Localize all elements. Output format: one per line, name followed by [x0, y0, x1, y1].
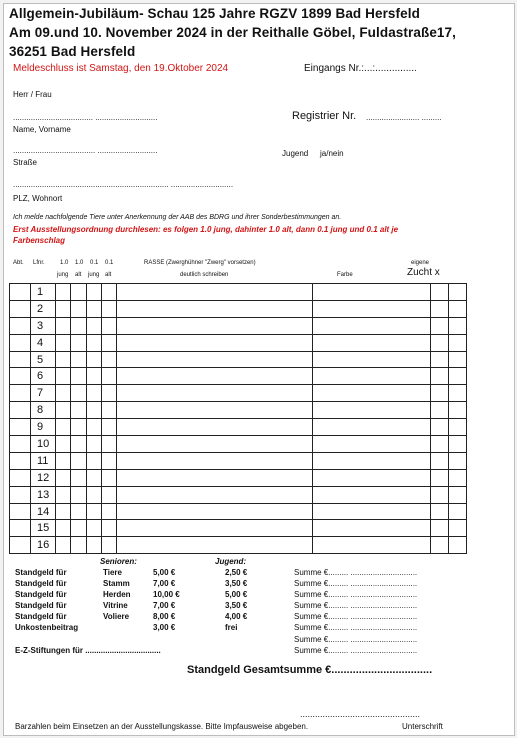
entry-cell[interactable] [10, 402, 31, 419]
warning-line-2: Farbenschlag [13, 236, 66, 245]
entry-cell[interactable] [102, 385, 117, 402]
entry-cell[interactable] [313, 537, 431, 554]
entry-cell[interactable] [313, 520, 431, 537]
col-header-breed: RASSE (Zwerghühner "Zwerg" vorsetzen) [144, 260, 256, 266]
entry-cell[interactable] [449, 284, 467, 301]
col-header-breeding: Zucht x [407, 267, 440, 278]
row-number-cell: 15 [31, 520, 56, 537]
table-row [10, 436, 467, 453]
entry-cell[interactable] [449, 452, 467, 469]
entry-cell[interactable] [56, 520, 71, 537]
entry-cell[interactable] [10, 503, 31, 520]
fee-sum-field[interactable]: Summe €......... .............................. [294, 568, 418, 577]
senior-fee: 7,00 € [153, 601, 176, 610]
entry-cell[interactable] [56, 317, 71, 334]
registration-number-field[interactable]: ........................ ......... [366, 113, 442, 122]
entry-cell[interactable] [117, 486, 313, 503]
entry-cell[interactable] [431, 486, 449, 503]
entry-cell[interactable] [56, 537, 71, 554]
entry-cell[interactable] [10, 317, 31, 334]
entry-cell[interactable] [449, 486, 467, 503]
entry-cell[interactable] [56, 368, 71, 385]
youth-fees-header: Jugend: [215, 557, 247, 566]
entry-cell[interactable] [71, 419, 87, 436]
entry-cell[interactable] [10, 368, 31, 385]
entry-cell[interactable] [102, 419, 117, 436]
entry-cell[interactable] [117, 334, 313, 351]
entry-cell[interactable] [117, 537, 313, 554]
table-row [10, 317, 467, 334]
entry-cell[interactable] [71, 334, 87, 351]
fee-row [15, 568, 455, 579]
col-header-lfnr: Lfnr. [33, 260, 45, 266]
col-subheader-alt-1: alt [75, 272, 82, 278]
name-label: Name, Vorname [13, 125, 71, 134]
entry-cell[interactable] [431, 385, 449, 402]
signature-line[interactable]: ................................................ [300, 709, 421, 719]
entry-cell[interactable] [449, 537, 467, 554]
row-number-cell: 4 [31, 334, 56, 351]
entry-cell[interactable] [449, 436, 467, 453]
entry-cell[interactable] [10, 486, 31, 503]
row-number-cell: 2 [31, 300, 56, 317]
fee-type: Stamm [103, 579, 130, 588]
youth-fee: 5,00 € [225, 590, 248, 599]
entry-cell[interactable] [449, 351, 467, 368]
ez-sum-field[interactable]: Summe €......... .............................. [294, 646, 418, 655]
entry-cell[interactable] [10, 537, 31, 554]
entry-cell[interactable] [87, 300, 102, 317]
entry-cell[interactable] [117, 469, 313, 486]
entry-cell[interactable] [431, 334, 449, 351]
declaration-text: Ich melde nachfolgende Tiere unter Anerkennung der AAB des BDRG und ihrer Sonderbestimmungen an. [13, 214, 342, 221]
entry-cell[interactable] [102, 351, 117, 368]
entry-cell[interactable] [71, 284, 87, 301]
youth-fee: 4,00 € [225, 612, 248, 621]
fee-type: Vitrine [103, 601, 128, 610]
entry-cell[interactable] [87, 419, 102, 436]
entry-cell[interactable] [87, 368, 102, 385]
youth-label: Jugend [282, 149, 309, 158]
entry-cell[interactable] [449, 402, 467, 419]
fee-label: Standgeld für [15, 601, 67, 610]
form-subtitle-city: 36251 Bad Hersfeld [9, 44, 136, 59]
entry-cell[interactable] [10, 334, 31, 351]
entry-cell[interactable] [87, 537, 102, 554]
entry-cell[interactable] [10, 419, 31, 436]
fee-row [15, 590, 455, 601]
row-number-cell: 6 [31, 368, 56, 385]
entry-cell[interactable] [431, 317, 449, 334]
youth-fee: 3,50 € [225, 601, 248, 610]
entry-cell[interactable] [431, 402, 449, 419]
row-number-cell: 11 [31, 452, 56, 469]
col-subheader-jung-2: jung [88, 272, 100, 278]
table-row [10, 300, 467, 317]
fee-row [15, 601, 455, 612]
entry-cell[interactable] [71, 486, 87, 503]
entry-cell[interactable] [313, 351, 431, 368]
entry-cell[interactable] [313, 385, 431, 402]
entry-cell[interactable] [102, 334, 117, 351]
entry-cell[interactable] [102, 284, 117, 301]
fee-sum-field[interactable]: Summe €......... .............................. [294, 601, 418, 610]
entry-cell[interactable] [313, 284, 431, 301]
fee-sum-field[interactable]: Summe €......... .............................. [294, 590, 418, 599]
fee-label: Standgeld für [15, 590, 67, 599]
entry-cell[interactable] [87, 452, 102, 469]
row-number-cell: 8 [31, 402, 56, 419]
registration-form-page [3, 3, 515, 736]
entry-cell[interactable] [71, 436, 87, 453]
table-row [10, 351, 467, 368]
table-row [10, 385, 467, 402]
entry-cell[interactable] [449, 503, 467, 520]
fee-row [15, 612, 455, 623]
entry-cell[interactable] [449, 317, 467, 334]
entry-cell[interactable] [56, 452, 71, 469]
entry-cell[interactable] [87, 334, 102, 351]
entry-cell[interactable] [102, 486, 117, 503]
entry-cell[interactable] [117, 436, 313, 453]
entry-cell[interactable] [10, 469, 31, 486]
entry-cell[interactable] [313, 402, 431, 419]
entry-cell[interactable] [56, 486, 71, 503]
entry-cell[interactable] [431, 469, 449, 486]
col-header-write-clearly: deutlich schreiben [180, 272, 229, 278]
entry-cell[interactable] [431, 300, 449, 317]
entry-cell[interactable] [449, 469, 467, 486]
entry-cell[interactable] [71, 537, 87, 554]
row-number-cell: 10 [31, 436, 56, 453]
entry-cell[interactable] [313, 368, 431, 385]
fee-row [15, 579, 455, 590]
table-row [10, 334, 467, 351]
entry-cell[interactable] [117, 368, 313, 385]
entry-cell[interactable] [431, 537, 449, 554]
entry-cell[interactable] [117, 351, 313, 368]
fee-label: Standgeld für [15, 568, 67, 577]
table-row [10, 520, 467, 537]
entry-cell[interactable] [313, 300, 431, 317]
payment-note: Barzahlen beim Einsetzen an der Ausstellungskasse. Bitte Impfausweise abgeben. [15, 722, 309, 731]
entry-cell[interactable] [431, 419, 449, 436]
fee-sum-extra[interactable]: Summe €......... .............................. [294, 635, 418, 644]
entry-cell[interactable] [102, 520, 117, 537]
entry-cell[interactable] [87, 385, 102, 402]
entry-cell[interactable] [102, 436, 117, 453]
entry-cell[interactable] [102, 368, 117, 385]
entry-number-field[interactable]: Eingangs Nr.:...:............... [304, 63, 417, 74]
entry-cell[interactable] [117, 452, 313, 469]
table-row [10, 503, 467, 520]
col-header-female-young: 0.1 [90, 260, 99, 266]
entry-cell[interactable] [56, 436, 71, 453]
entry-cell[interactable] [56, 503, 71, 520]
name-field[interactable]: .................................... ............................ [13, 113, 158, 122]
row-number-cell: 9 [31, 419, 56, 436]
entry-cell[interactable] [102, 402, 117, 419]
entry-cell[interactable] [117, 402, 313, 419]
entry-cell[interactable] [117, 300, 313, 317]
entry-cell[interactable] [56, 300, 71, 317]
entry-cell[interactable] [87, 284, 102, 301]
senior-fee: 7,00 € [153, 579, 176, 588]
entry-cell[interactable] [431, 436, 449, 453]
youth-fee: 2,50 € [225, 568, 248, 577]
entry-cell[interactable] [431, 368, 449, 385]
entry-cell[interactable] [87, 520, 102, 537]
entry-cell[interactable] [71, 300, 87, 317]
entry-cell[interactable] [313, 469, 431, 486]
col-header-female-old: 0.1 [105, 260, 114, 266]
entry-cell[interactable] [71, 469, 87, 486]
entry-cell[interactable] [102, 452, 117, 469]
entry-cell[interactable] [87, 351, 102, 368]
fee-label: Standgeld für [15, 579, 67, 588]
form-title: Allgemein-Jubiläum- Schau 125 Jahre RGZV 1899 Bad Hersfeld [9, 6, 420, 21]
entry-cell[interactable] [56, 385, 71, 402]
senior-fee: 3,00 € [153, 623, 176, 632]
entry-cell[interactable] [87, 503, 102, 520]
entry-cell[interactable] [313, 503, 431, 520]
entry-cell[interactable] [431, 452, 449, 469]
senior-fee: 10,00 € [153, 590, 180, 599]
entry-cell[interactable] [56, 351, 71, 368]
entry-cell[interactable] [56, 284, 71, 301]
entry-cell[interactable] [449, 385, 467, 402]
entry-cell[interactable] [10, 436, 31, 453]
entry-cell[interactable] [313, 486, 431, 503]
entry-cell[interactable] [102, 469, 117, 486]
salutation-label: Herr / Frau [13, 90, 52, 99]
entry-cell[interactable] [117, 419, 313, 436]
entry-cell[interactable] [117, 503, 313, 520]
entry-cell[interactable] [87, 469, 102, 486]
entry-cell[interactable] [10, 284, 31, 301]
entry-cell[interactable] [117, 520, 313, 537]
signature-label: Unterschrift [402, 722, 443, 731]
table-row [10, 486, 467, 503]
entry-cell[interactable] [431, 284, 449, 301]
fee-sum-field[interactable]: Summe €......... .............................. [294, 612, 418, 621]
fee-type: Herden [103, 590, 131, 599]
entry-cell[interactable] [87, 486, 102, 503]
row-number-cell: 16 [31, 537, 56, 554]
entry-cell[interactable] [10, 520, 31, 537]
youth-yes-no-option[interactable]: ja/nein [320, 149, 344, 158]
entry-cell[interactable] [117, 284, 313, 301]
entry-cell[interactable] [71, 385, 87, 402]
col-header-male-young: 1.0 [60, 260, 69, 266]
entry-cell[interactable] [102, 537, 117, 554]
fee-type: Tiere [103, 568, 122, 577]
table-row [10, 284, 467, 301]
entry-cell[interactable] [10, 452, 31, 469]
entry-cell[interactable] [313, 452, 431, 469]
entry-cell[interactable] [56, 419, 71, 436]
row-number-cell: 7 [31, 385, 56, 402]
registration-number-label: Registrier Nr. [292, 110, 357, 122]
entry-cell[interactable] [102, 317, 117, 334]
entry-cell[interactable] [71, 452, 87, 469]
entry-cell[interactable] [313, 436, 431, 453]
row-number-cell: 5 [31, 351, 56, 368]
col-header-male-old: 1.0 [75, 260, 84, 266]
entry-cell[interactable] [10, 351, 31, 368]
street-label: Straße [13, 158, 38, 167]
postal-city-label: PLZ, Wohnort [13, 194, 63, 203]
row-number-cell: 12 [31, 469, 56, 486]
warning-line-1: Erst Ausstellungsordnung durchlesen: es folgen 1.0 jung, dahinter 1.0 alt, dann 0.1 jung und 0.1 alt je [13, 225, 399, 234]
senior-fees-header: Senioren: [100, 557, 137, 566]
entry-cell[interactable] [56, 402, 71, 419]
entry-cell[interactable] [117, 317, 313, 334]
entry-cell[interactable] [117, 385, 313, 402]
entry-cell[interactable] [431, 520, 449, 537]
col-subheader-alt-2: alt [105, 272, 112, 278]
table-row [10, 419, 467, 436]
entry-cell[interactable] [431, 503, 449, 520]
senior-fee: 5,00 € [153, 568, 176, 577]
table-row [10, 537, 467, 554]
entry-cell[interactable] [71, 503, 87, 520]
entry-cell[interactable] [449, 300, 467, 317]
entry-cell[interactable] [313, 419, 431, 436]
entry-cell[interactable] [449, 419, 467, 436]
fee-row [15, 623, 455, 634]
fee-type: Voliere [103, 612, 130, 621]
col-header-color: Farbe [337, 272, 353, 278]
entry-cell[interactable] [313, 317, 431, 334]
entry-cell[interactable] [10, 300, 31, 317]
entry-cell[interactable] [71, 351, 87, 368]
entry-cell[interactable] [313, 334, 431, 351]
fee-label: Unkostenbeitrag [15, 623, 79, 632]
entry-cell[interactable] [71, 520, 87, 537]
row-number-cell: 1 [31, 284, 56, 301]
total-fee-field[interactable]: Standgeld Gesamtsumme €................................. [187, 664, 433, 676]
senior-fee: 8,00 € [153, 612, 176, 621]
ez-foundation-field[interactable]: E-Z-Stiftungen für .................................. [15, 646, 161, 655]
fee-sum-field[interactable]: Summe €......... .............................. [294, 579, 418, 588]
table-row [10, 368, 467, 385]
entry-cell[interactable] [87, 402, 102, 419]
youth-fee: frei [225, 623, 238, 632]
entry-cell[interactable] [431, 351, 449, 368]
fee-sum-field[interactable]: Summe €......... .............................. [294, 623, 418, 632]
entry-cell[interactable] [71, 317, 87, 334]
entry-cell[interactable] [87, 436, 102, 453]
col-header-abt: Abt. [13, 260, 24, 266]
street-field[interactable]: ..................................... ........................... [13, 146, 158, 155]
form-subtitle-date-venue: Am 09.und 10. November 2024 in der Reithalle Göbel, Fuldastraße17, [9, 25, 456, 40]
entry-cell[interactable] [449, 368, 467, 385]
table-row [10, 452, 467, 469]
row-number-cell: 14 [31, 503, 56, 520]
animal-entry-table [9, 283, 467, 554]
row-number-cell: 13 [31, 486, 56, 503]
col-header-own: eigene [411, 260, 430, 266]
entry-cell[interactable] [102, 503, 117, 520]
entry-cell[interactable] [102, 300, 117, 317]
entry-cell[interactable] [71, 402, 87, 419]
entry-cell[interactable] [71, 368, 87, 385]
entry-cell[interactable] [56, 334, 71, 351]
entry-cell[interactable] [87, 317, 102, 334]
col-subheader-jung-1: jung [57, 272, 69, 278]
youth-fee: 3,50 € [225, 579, 248, 588]
table-row [10, 469, 467, 486]
row-number-cell: 3 [31, 317, 56, 334]
table-row [10, 402, 467, 419]
postal-city-field[interactable]: ...................................................................... ............................ [13, 180, 234, 189]
entry-cell[interactable] [449, 520, 467, 537]
entry-cell[interactable] [449, 334, 467, 351]
entry-cell[interactable] [10, 385, 31, 402]
registration-deadline: Meldeschluss ist Samstag, den 19.Oktober 2024 [13, 63, 229, 74]
entry-cell[interactable] [56, 469, 71, 486]
fee-label: Standgeld für [15, 612, 67, 621]
